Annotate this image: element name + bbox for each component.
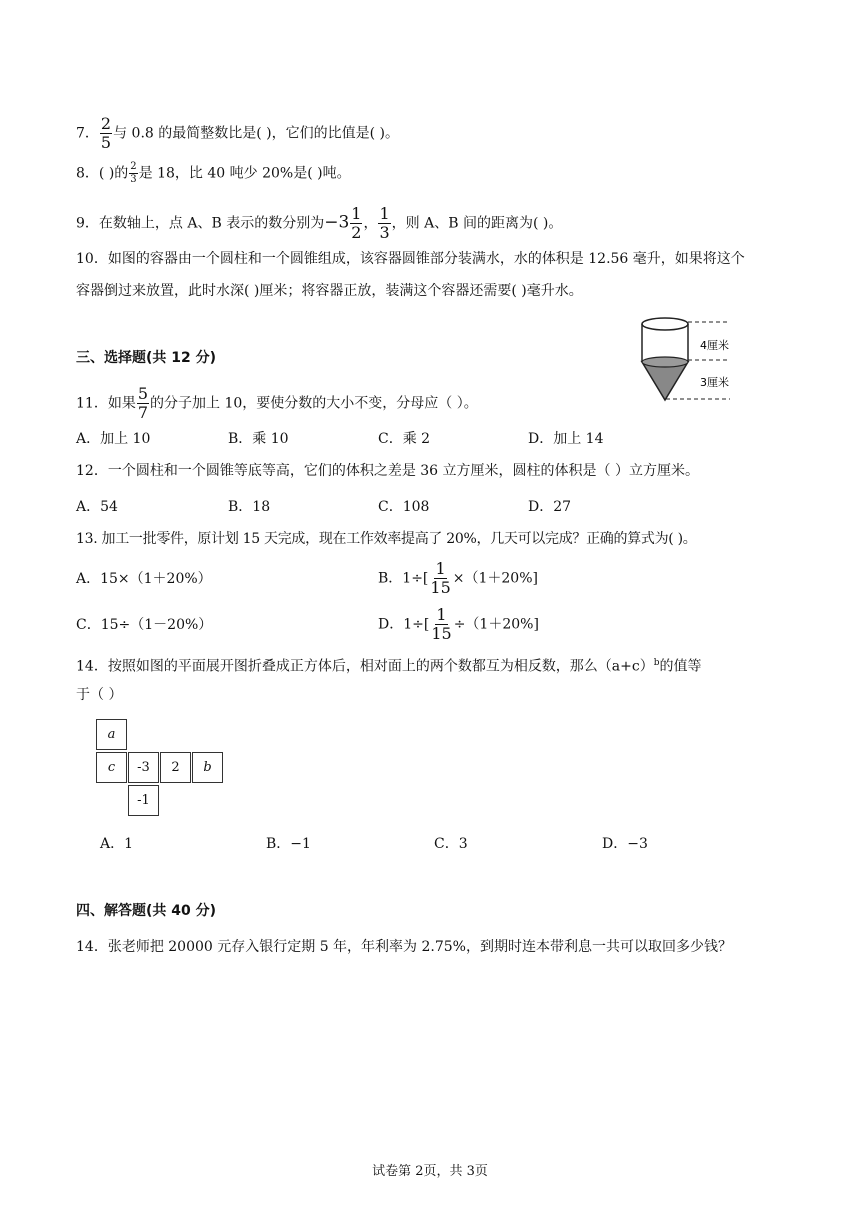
question-10-line-2: 容器倒过来放置，此时水深( )厘米；将容器正放，装满这个容器还需要( )毫升水。 bbox=[76, 283, 583, 299]
option-d[interactable]: D．27 bbox=[528, 499, 572, 515]
question-9: 9．在数轴上，点 A、B 表示的数分别为−3 $\frac{1}{2}$ ， $\frac{1}{3}$ ，则 A、B 间的距离为( )。 bbox=[76, 204, 563, 242]
option-d[interactable]: D．−3 bbox=[602, 836, 648, 852]
question-11: 11．如果 $\frac{5}{7}$ 的分子加上 10，要使分数的大小不变，分母应（ ）。 bbox=[76, 384, 478, 422]
option-c[interactable]: C．15÷（1－20%） bbox=[76, 617, 213, 633]
section-heading: 四、解答题(共 40 分) bbox=[76, 903, 217, 919]
option-a[interactable]: A．1 bbox=[100, 836, 134, 852]
page-footer: 试卷第 2页，共 3页 bbox=[372, 1164, 488, 1179]
fraction: $\frac{2}{3}$ bbox=[130, 161, 137, 185]
net-cell-minus-3: -3 bbox=[128, 752, 159, 783]
net-cell-b: b bbox=[192, 752, 223, 783]
option-a[interactable]: A．54 bbox=[76, 499, 118, 515]
question-14-line-1: 14．按照如图的平面展开图折叠成正方体后，相对面上的两个数都互为相反数，那么$(a+c)^b$的值等 bbox=[76, 658, 702, 675]
question-7: 7． $\frac{2}{5}$ 与 0.8 的最简整数比是( )，它们的比值是( )。 bbox=[76, 114, 400, 152]
option-b[interactable]: B．乘 10 bbox=[228, 431, 289, 447]
fraction: $\frac{1}{15}$ bbox=[431, 605, 452, 643]
fraction: $\frac{1}{2}$ bbox=[351, 204, 362, 242]
question-12: 12．一个圆柱和一个圆锥等底等高，它们的体积之差是 36 立方厘米，圆柱的体积是（ ）立方厘米。 bbox=[76, 463, 699, 479]
fraction: $\frac{2}{5}$ bbox=[100, 114, 112, 152]
label-3cm: 3厘米 bbox=[700, 376, 729, 389]
fraction: $\frac{5}{7}$ bbox=[137, 384, 149, 422]
question-13: 13. 加工一批零件，原计划 15 天完成，现在工作效率提高了 20%，几天可以完成？正确的算式为( )。 bbox=[76, 531, 697, 547]
option-c[interactable]: C．3 bbox=[434, 836, 468, 852]
net-cell-2: 2 bbox=[160, 752, 191, 783]
option-d[interactable]: D．1÷[ $\frac{1}{15}$ ÷（1＋20%] bbox=[378, 605, 539, 643]
question-14-line-2: 于（ ） bbox=[76, 687, 123, 703]
cube-net bbox=[96, 719, 226, 819]
option-d[interactable]: D．加上 14 bbox=[528, 431, 604, 447]
option-b[interactable]: B．−1 bbox=[266, 836, 311, 852]
option-a[interactable]: A．15×（1＋20%） bbox=[76, 571, 212, 587]
option-b[interactable]: B．18 bbox=[228, 499, 271, 515]
question-10-line-1: 10．如图的容器由一个圆柱和一个圆锥组成，该容器圆锥部分装满水，水的体积是 12.56 毫升，如果将这个 bbox=[76, 251, 745, 267]
net-cell-minus-1: -1 bbox=[128, 785, 159, 816]
option-b[interactable]: B．1÷[ $\frac{1}{15}$ ×（1＋20%] bbox=[378, 559, 538, 597]
question-8: 8．( )的 $\frac{2}{3}$ 是 18，比 40 吨少 20%是( )吨。 bbox=[76, 161, 351, 185]
option-c[interactable]: C．乘 2 bbox=[378, 431, 431, 447]
label-4cm: 4厘米 bbox=[700, 339, 729, 352]
option-a[interactable]: A．加上 10 bbox=[76, 431, 151, 447]
net-cell-c: c bbox=[96, 752, 127, 783]
option-c[interactable]: C．108 bbox=[378, 499, 430, 515]
section-heading: 三、选择题(共 12 分) bbox=[76, 350, 217, 366]
question-14-answer: 14．张老师把 20000 元存入银行定期 5 年，年利率为 2.75%，到期时连本带利息一共可以取回多少钱？ bbox=[76, 939, 732, 955]
net-cell-a: a bbox=[96, 719, 127, 750]
fraction: $\frac{1}{3}$ bbox=[379, 204, 390, 242]
container-figure bbox=[630, 312, 740, 408]
fraction: $\frac{1}{15}$ bbox=[430, 559, 451, 597]
